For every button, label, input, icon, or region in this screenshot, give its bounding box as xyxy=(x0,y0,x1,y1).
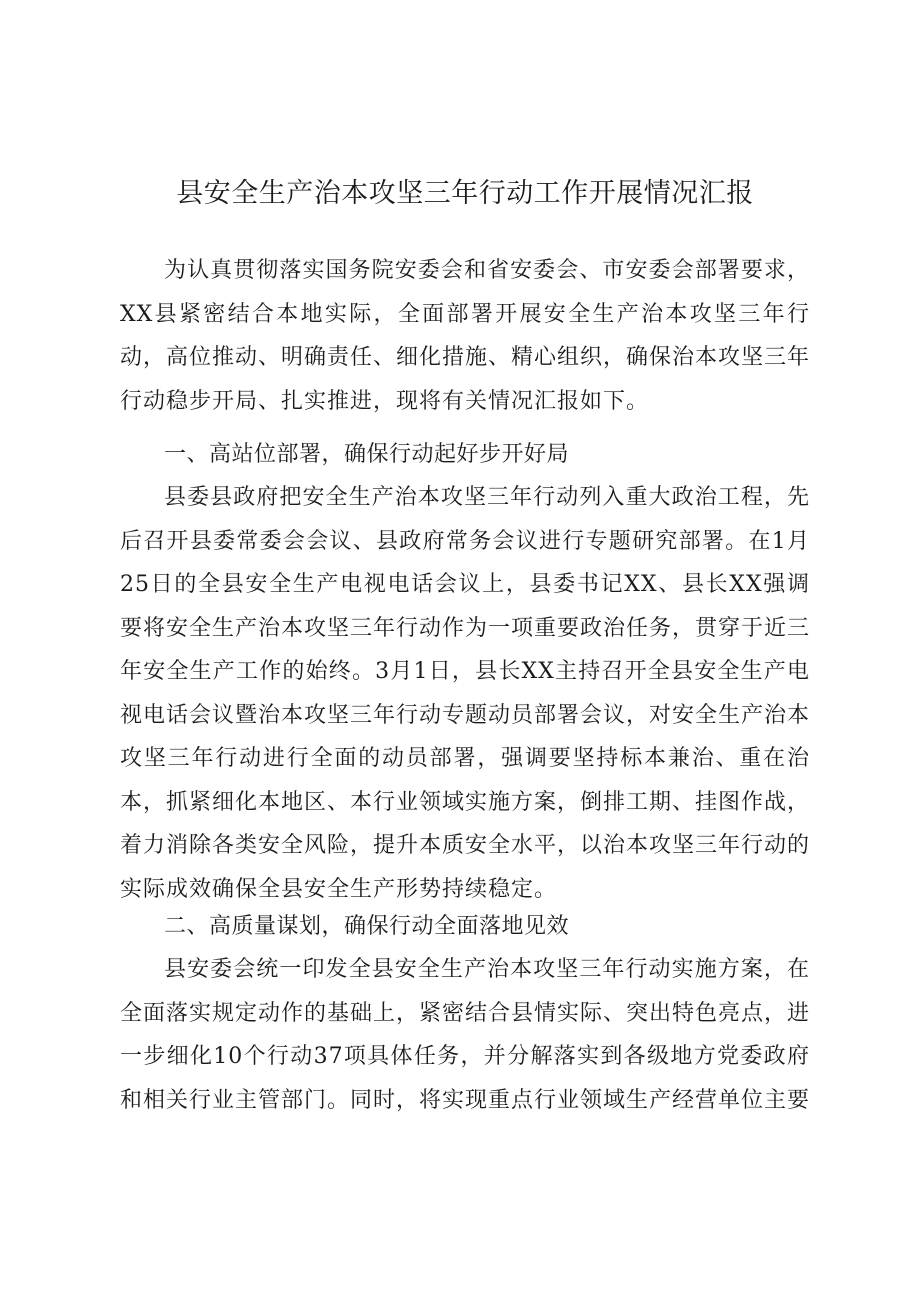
section-1-paragraph: 县委县政府把安全生产治本攻坚三年行动列入重大政治工程，先后召开县委常委会会议、县政府常务会议进行专题研究部署。在1月25日的全县安全生产电视电话会议上，县委书记XX、县长XX强调要将安全生产治本攻坚三年行动作为一项重要政治任务，贯穿于近三年安全生产工作的始终。3月1日，县长XX主持召开全县安全生产电视电话会议暨治本攻坚三年行动专题动员部署会议，对安全生产治本攻坚三年行动进行全面的动员部署，强调要坚持标本兼治、重在治本，抓紧细化本地区、本行业领域实施方案，倒排工期、挂图作战，着力消除各类安全风险，提升本质安全水平，以治本攻坚三年行动的实际成效确保全县安全生产形势持续稳定。 xyxy=(120,485,811,902)
document-title: 县安全生产治本攻坚三年行动工作开展情况汇报 xyxy=(176,178,754,209)
intro-paragraph: 为认真贯彻落实国务院安委会和省安委会、市安委会部署要求，XX县紧密结合本地实际，全面部署开展安全生产治本攻坚三年行动，高位推动、明确责任、细化措施、精心组织，确保治本攻坚三年行动稳步开局、扎实推进，现将有关情况汇报如下。 xyxy=(120,258,811,414)
section-heading-2: 二、高质量谋划，确保行动全面落地见效 xyxy=(164,914,570,939)
section-heading-1: 一、高站位部署，确保行动起好步开好局 xyxy=(164,442,570,467)
section-2-paragraph: 县安委会统一印发全县安全生产治本攻坚三年行动实施方案，在全面落实规定动作的基础上，紧密结合县情实际、突出特色亮点，进一步细化10个行动37项具体任务，并分解落实到各级地方党委政府和相关行业主管部门。同时，将实现重点行业领域生产经营单位主要 xyxy=(120,957,811,1113)
